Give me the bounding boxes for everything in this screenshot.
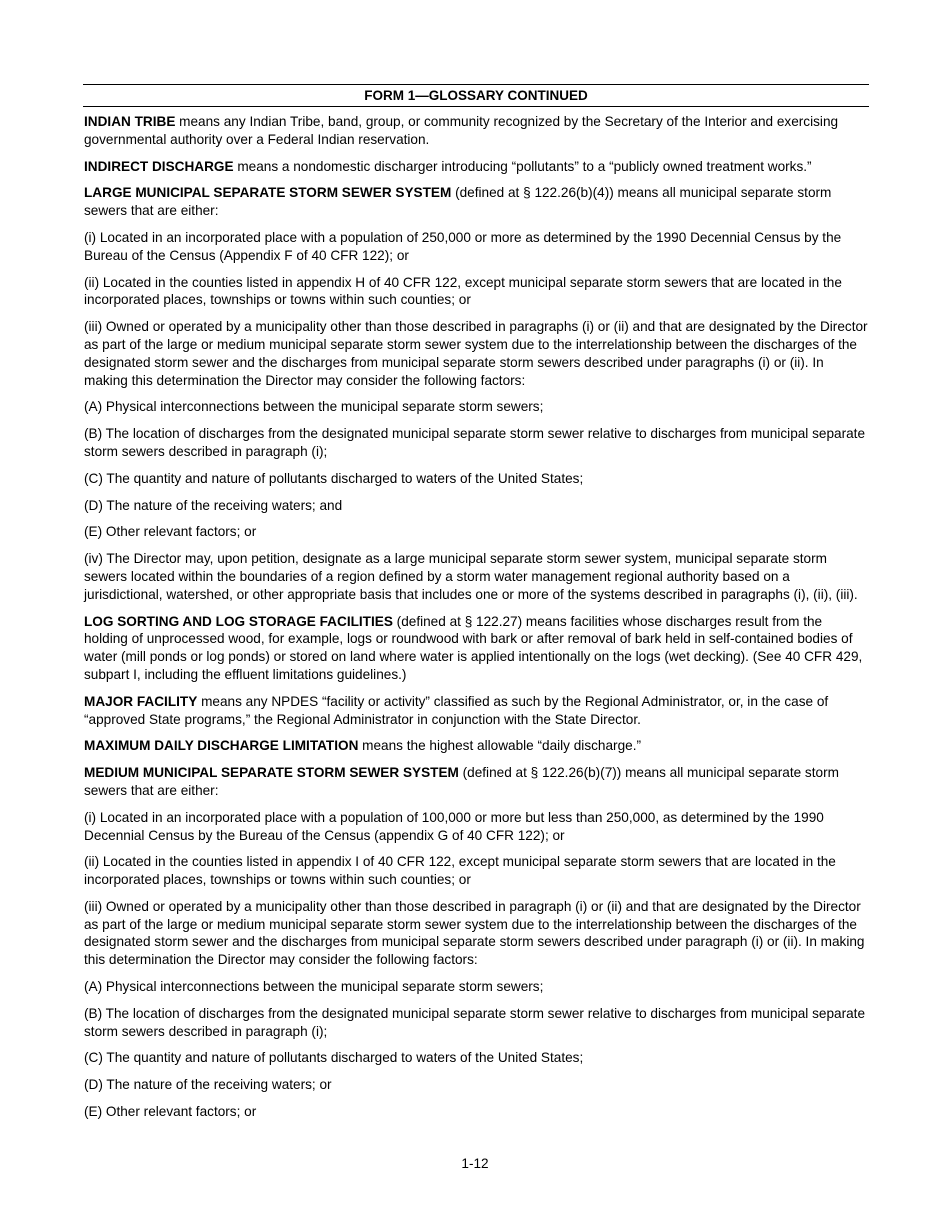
subparagraph-text: (B) The location of discharges from the designated municipal separate storm sewer relative to discharges from municipal separate storm sewers described in paragraph (i); [84, 1005, 866, 1039]
subparagraph-text: (i) Located in an incorporated place with a population of 250,000 or more as determined by the 1990 Decennial Census by the Bureau of the Census (Appendix F of 40 CFR 122); or [84, 229, 842, 263]
definition-subparagraph [84, 274, 868, 310]
definition-subparagraph [84, 470, 868, 488]
definition-subparagraph [84, 398, 868, 416]
glossary-term: LARGE MUNICIPAL SEPARATE STORM SEWER SYSTEM [84, 185, 452, 201]
subparagraph-text: (E) Other relevant factors; or [84, 524, 257, 540]
page-title: FORM 1—GLOSSARY CONTINUED [83, 84, 869, 107]
subparagraph-text: (ii) Located in the counties listed in appendix H of 40 CFR 122, except municipal separate storm sewers that are located in the incorporated places, townships or towns within such counties; or [84, 274, 842, 308]
glossary-entries [83, 113, 869, 1121]
glossary-definition: means any NPDES “facility or activity” classified as such by the Regional Administrator, or, in the case of “approved State programs,” the Regional Administrator in conjunction with the State Director. [84, 693, 829, 727]
subparagraph-text: (B) The location of discharges from the designated municipal separate storm sewer relative to discharges from municipal separate storm sewers described in paragraph (i); [84, 426, 866, 459]
subparagraph-text: (iii) Owned or operated by a municipality other than those described in paragraphs (i) or (ii) and that are designated by the Director as part of the large or medium municipal separate storm sewer system due to the interrelationship between the discharges of the designated storm sewer and the discharges from municipal separate storm sewers described under paragraphs (i) or (ii). In making this determination the Director may consider the following factors: [84, 319, 868, 388]
subparagraph-text: (D) The nature of the receiving waters; or [84, 1077, 332, 1093]
subparagraph-text: (A) Physical interconnections between the municipal separate storm sewers; [84, 979, 544, 995]
glossary-entry [84, 737, 868, 755]
subparagraph-text: (iii) Owned or operated by a municipality other than those described in paragraph (i) or (ii) and that are designated by the Director as part of the large or medium municipal separate storm sewer system due to the interrelationship between the discharges of the designated storm sewer and the discharges from municipal separate storm sewers described under paragraph (i) or (ii). In making this determination the Director may consider the following factors: [84, 898, 865, 968]
subparagraph-text: (C) The quantity and nature of pollutants discharged to waters of the United States; [84, 1050, 584, 1066]
glossary-definition: (defined at § 122.27) means facilities whose discharges result from the holding of unprocessed wood, for example, logs or roundwood with bark or after removal of bark held in self-contained bodies of water (mill ponds or log ponds) or stored on land where water is applied intentionally on the logs (wet decking). (See 40 CFR 429, subpart I, including the effluent limitations guidelines.) [84, 613, 863, 682]
definition-subparagraph [84, 898, 868, 969]
glossary-definition: means a nondomestic discharger introducing “pollutants” to a “publicly owned treatment works.” [233, 158, 812, 174]
definition-subparagraph [84, 1076, 868, 1094]
glossary-definition: (defined at § 122.26(b)(7)) means all municipal separate storm sewers that are either: [84, 765, 839, 798]
definition-subparagraph [84, 425, 868, 461]
subparagraph-text: (iv) The Director may, upon petition, designate as a large municipal separate storm sewer system, municipal separate storm sewers located within the boundaries of a region defined by a storm water management regional authority based on a jurisdictional, watershed, or other appropriate basis that includes one or more of the systems described in paragraphs (i), (ii), (iii). [84, 551, 858, 602]
definition-subparagraph [84, 978, 868, 996]
definition-subparagraph [84, 809, 868, 845]
glossary-entry [84, 693, 868, 729]
glossary-entry [84, 184, 868, 220]
subparagraph-text: (ii) Located in the counties listed in appendix I of 40 CFR 122, except municipal separate storm sewers that are located in the incorporated places, townships or towns within such counties; or [84, 854, 836, 888]
subparagraph-text: (C) The quantity and nature of pollutants discharged to waters of the United States; [84, 470, 584, 486]
glossary-definition: (defined at § 122.26(b)(4)) means all municipal separate storm sewers that are either: [84, 185, 832, 219]
glossary-term: MAJOR FACILITY [84, 693, 198, 709]
subparagraph-text: (A) Physical interconnections between the municipal separate storm sewers; [84, 399, 544, 415]
glossary-definition: means the highest allowable “daily discharge.” [358, 738, 641, 754]
definition-subparagraph [84, 318, 868, 389]
page-number: 1-12 [461, 1156, 489, 1171]
glossary-term: MAXIMUM DAILY DISCHARGE LIMITATION [84, 738, 359, 754]
glossary-term: MEDIUM MUNICIPAL SEPARATE STORM SEWER SYSTEM [84, 765, 459, 781]
definition-subparagraph [84, 497, 868, 515]
glossary-page [83, 84, 869, 1130]
definition-subparagraph [84, 523, 868, 541]
definition-subparagraph [84, 550, 868, 603]
subparagraph-text: (D) The nature of the receiving waters; and [84, 497, 343, 513]
definition-subparagraph [84, 853, 868, 889]
glossary-term: LOG SORTING AND LOG STORAGE FACILITIES [84, 613, 393, 629]
glossary-entry [84, 764, 868, 800]
glossary-term: INDIRECT DISCHARGE [84, 158, 234, 174]
glossary-entry [84, 113, 868, 149]
glossary-entry [84, 613, 868, 684]
glossary-definition: means any Indian Tribe, band, group, or community recognized by the Secretary of the Interior and exercising governmental authority over a Federal Indian reservation. [84, 114, 839, 147]
definition-subparagraph [84, 1103, 868, 1121]
definition-subparagraph [84, 229, 868, 265]
definition-subparagraph [84, 1049, 868, 1067]
definition-subparagraph [84, 1005, 868, 1041]
subparagraph-text: (E) Other relevant factors; or [84, 1104, 257, 1120]
glossary-term: INDIAN TRIBE [84, 114, 176, 129]
glossary-entry [84, 158, 868, 176]
subparagraph-text: (i) Located in an incorporated place with a population of 100,000 or more but less than 250,000, as determined by the 1990 Decennial Census by the Bureau of the Census (appendix G of 40 CFR 122); or [84, 809, 824, 843]
